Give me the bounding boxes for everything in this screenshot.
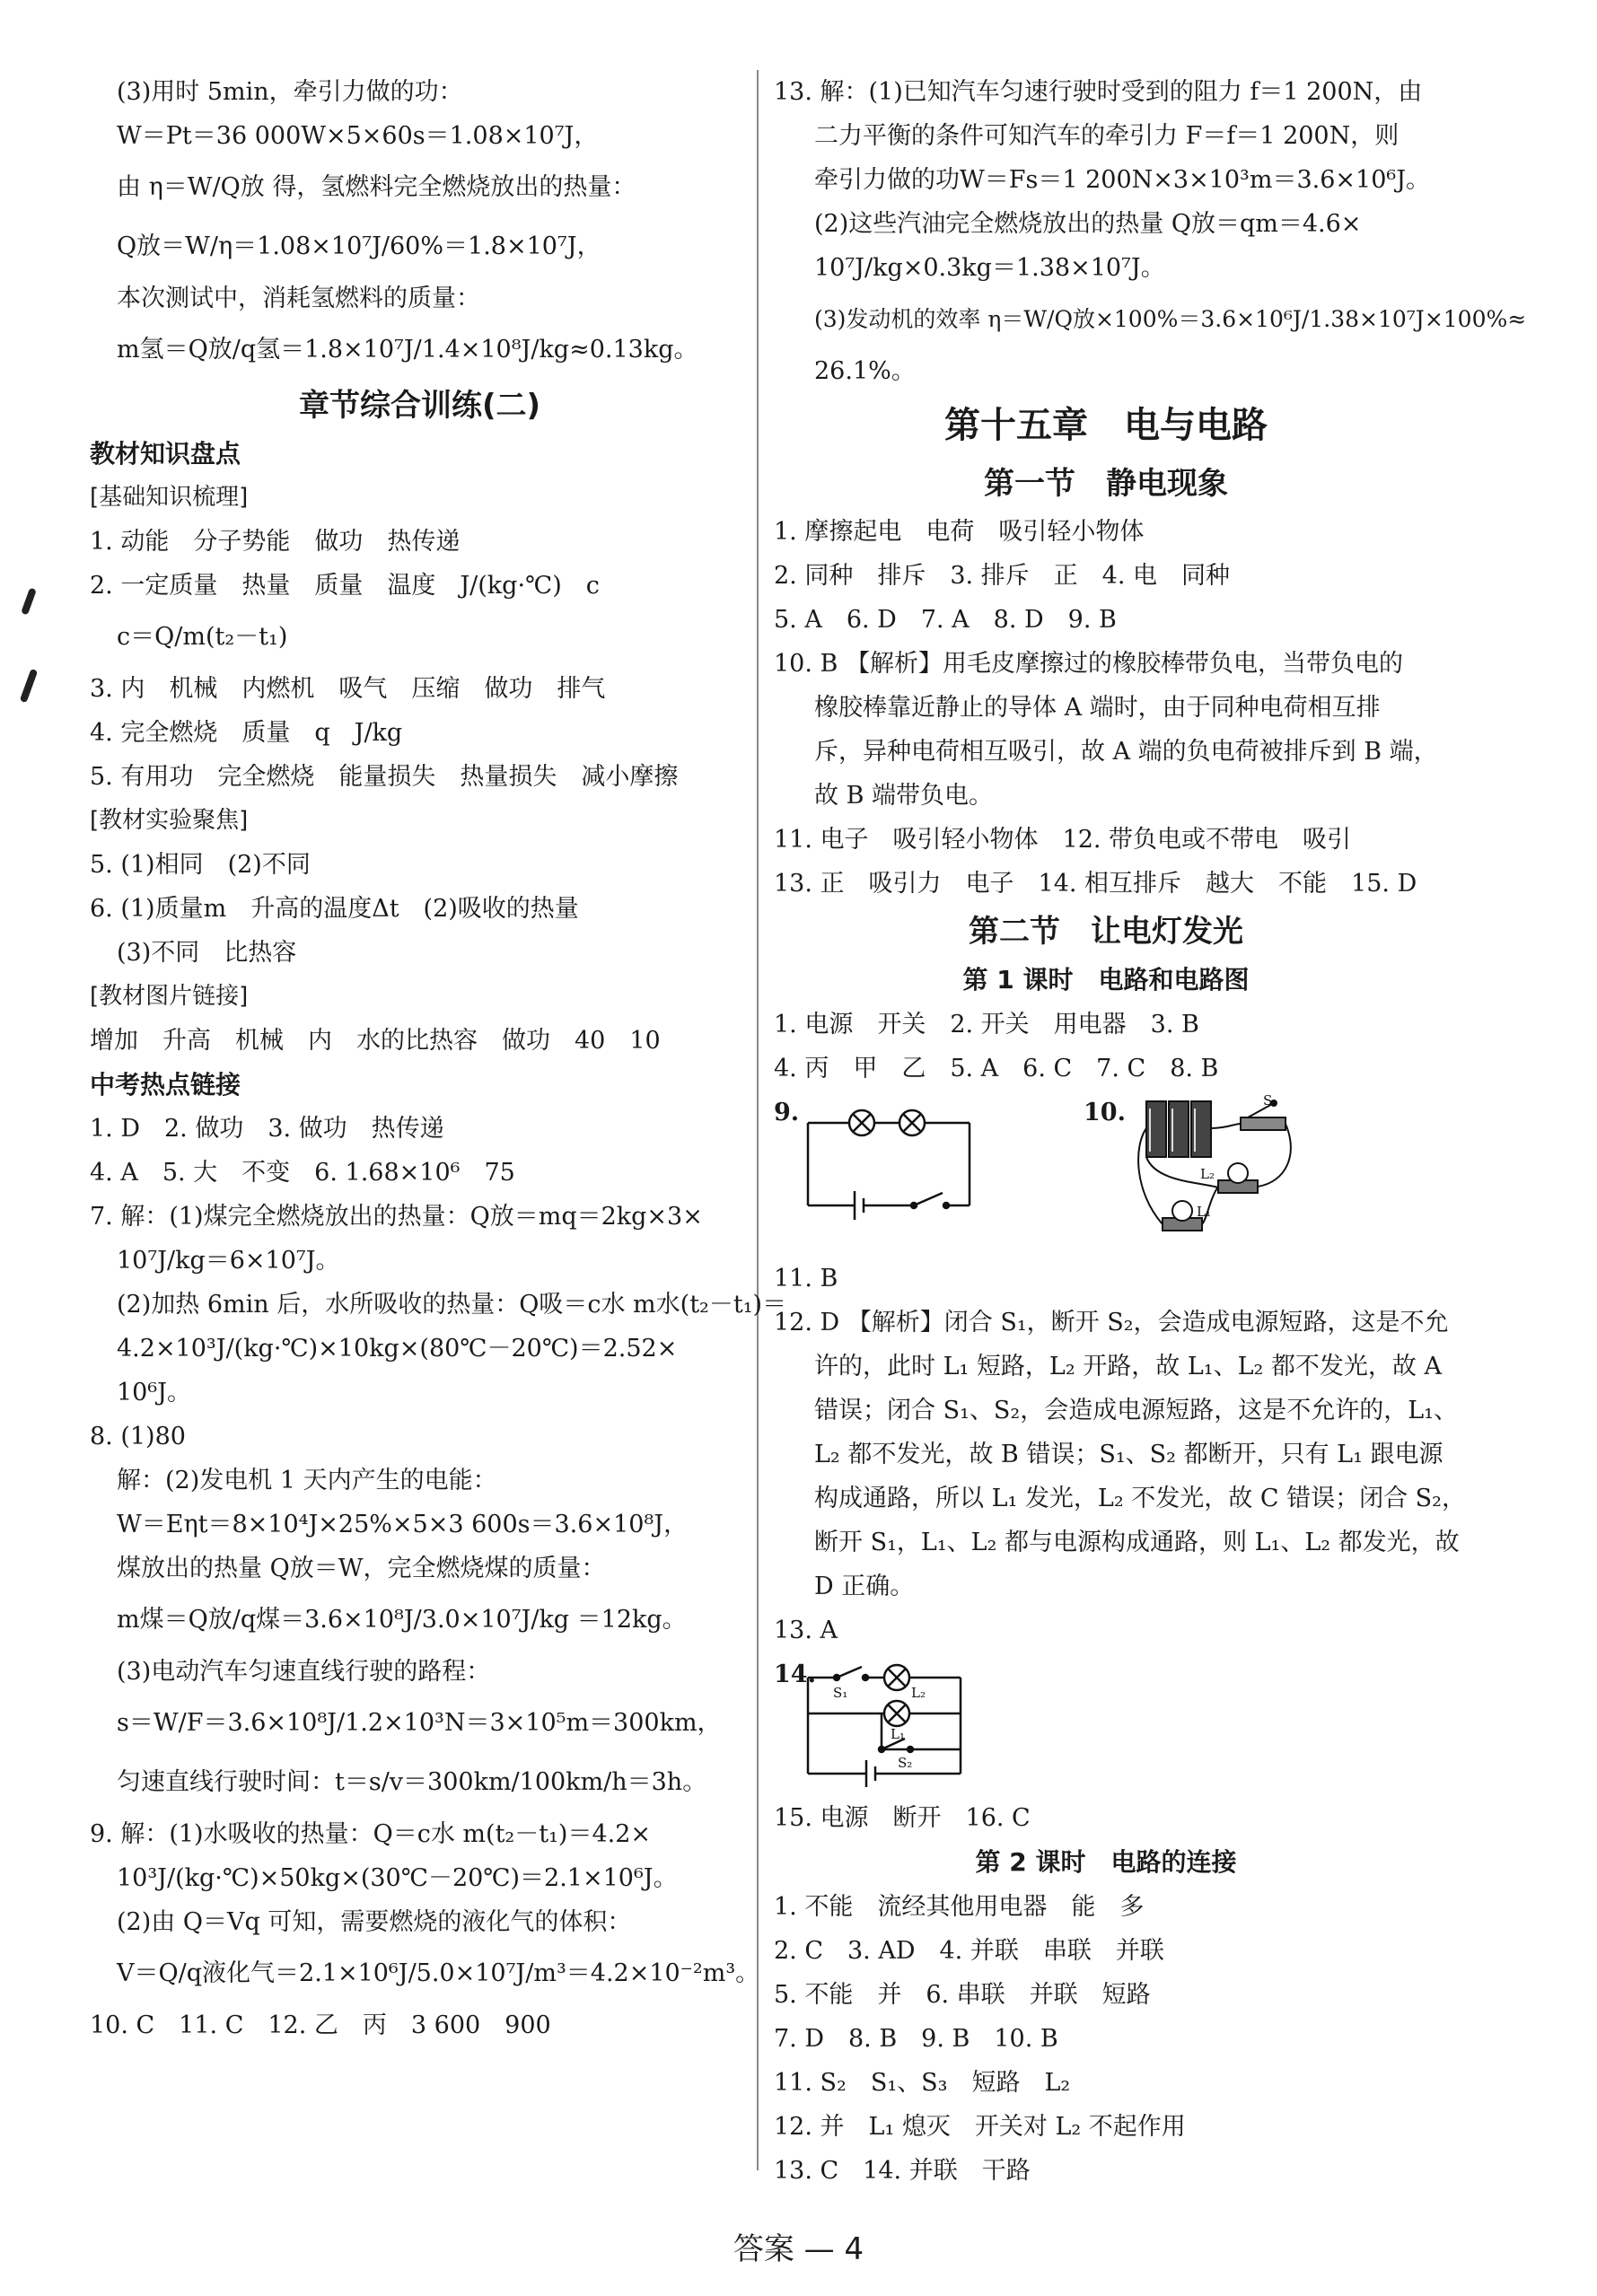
formula-line: Q放＝W/η＝1.08×10⁷J/60%＝1.8×10⁷J， [117,232,601,260]
answer-line: 10. B 【解析】用毛皮摩擦过的橡胶棒带负电，当带负电的 [774,650,1403,678]
circuit-diagram-14 [799,1661,970,1787]
text-line: 10³J/(kg·℃)×50kg×(30℃－20℃)＝2.1×10⁶J。 [117,1864,678,1892]
formula-line: s＝W/F＝3.6×10⁸J/1.2×10³N＝3×10⁵m＝300km， [117,1709,722,1737]
text-line: 解：(2)发电机 1 天内产生的电能： [117,1467,497,1494]
answer-line: 11. S₂ S₁、S₃ 短路 L₂ [774,2069,1071,2097]
answer-line: 9. 解：(1)水吸收的热量：Q＝c水 m(t₂－t₁)＝4.2× [90,1820,652,1848]
text-line: 10⁷J/kg＝6×10⁷J。 [117,1247,340,1275]
lamp-label: L₁ [1197,1204,1211,1220]
question-number: 14. [774,1661,816,1688]
text-line: (2)由 Q＝Vq 可知，需要燃烧的液化气的体积： [117,1908,632,1936]
right-column [774,70,1527,2193]
answer-line: 7. 解：(1)煤完全燃烧放出的热量：Q放＝mq＝2kg×3× [90,1203,703,1231]
answer-line: 5. (1)相同 (2)不同 [90,851,311,879]
text-line: 4.2×10³J/(kg·℃)×10kg×(80℃－20℃)＝2.52× [117,1335,678,1363]
page-footer: 答案 — 4 [733,2231,864,2267]
column-divider [757,70,759,2170]
text-line: 斥，异种电荷相互吸引，故 A 端的负电荷被排斥到 B 端， [814,738,1438,766]
answer-line: 1. D 2. 做功 3. 做功 热传递 [90,1115,444,1143]
answer-line: 2. 同种 排斥 3. 排斥 正 4. 电 同种 [774,562,1231,590]
answer-line: 12. 并 L₁ 熄灭 开关对 L₂ 不起作用 [774,2113,1186,2141]
answer-line: 13. 解：(1)已知汽车匀速行驶时受到的阻力 f＝1 200N，由 [774,78,1423,106]
switch-label: S [1263,1092,1273,1109]
answer-line: 12. D 【解析】闭合 S₁，断开 S₂，会造成电源短路，这是不允 [774,1309,1449,1336]
section-title: 第二节 让电灯发光 [969,914,1243,950]
formula-line: 由 η＝W/Q放 得，氢燃料完全燃烧放出的热量： [117,173,636,201]
answer-line: 增加 升高 机械 内 水的比热容 做功 40 10 [90,1027,661,1055]
formula-line: m氢＝Q放/q氢＝1.8×10⁷J/1.4×10⁸J/kg≈0.13kg。 [117,336,698,364]
text-line: (3)电动汽车匀速直线行驶的路程： [117,1658,491,1686]
circuit-diagram-10 [1128,1092,1299,1249]
text-line: 本次测试中，消耗氢燃料的质量： [117,285,480,312]
answer-line: 5. A 6. D 7. A 8. D 9. B [774,606,1117,634]
answer-line: 5. 不能 并 6. 串联 并联 短路 [774,1981,1151,2009]
answer-line: 1. 不能 流经其他用电器 能 多 [774,1893,1145,1921]
text-line: L₂ 都不发光，故 B 错误；S₁、S₂ 都断开，只有 L₁ 跟电源 [814,1441,1443,1468]
answer-line: 15. 电源 断开 16. C [774,1804,1031,1832]
switch-label: S₁ [833,1685,848,1701]
bracket-heading: [教材图片链接] [90,983,249,1010]
chapter-title: 第十五章 电与电路 [944,405,1268,446]
formula-line: m煤＝Q放/q煤＝3.6×10⁸J/3.0×10⁷J/kg ＝12kg。 [117,1606,687,1634]
section-title: 章节综合训练(二) [298,388,541,424]
text-line: 错误；闭合 S₁、S₂，会造成电源短路，这是不允许的，L₁、 [814,1397,1458,1424]
left-column [90,70,787,2047]
text-line: 橡胶棒靠近静止的导体 A 端时，由于同种电荷相互排 [814,694,1381,722]
margin-mark [21,588,37,616]
text-line: 牵引力做的功W＝Fs＝1 200N×3×10³m＝3.6×10⁶J。 [814,166,1431,194]
section-title: 第一节 静电现象 [984,466,1228,502]
text-line: W＝Eηt＝8×10⁴J×25%×5×3 600s＝3.6×10⁸J， [117,1511,689,1538]
formula-line: 匀速直线行驶时间：t＝s/v＝300km/100km/h＝3h。 [117,1768,707,1796]
bracket-heading: [教材实验聚焦] [90,807,249,834]
margin-mark [20,669,39,703]
text-line: 故 B 端带负电。 [814,782,994,810]
formula-line: c＝Q/m(t₂－t₁) [117,623,288,651]
lamp-label: L₁ [891,1726,905,1742]
answer-line: 5. 有用功 完全燃烧 能量损失 热量损失 减小摩擦 [90,763,679,791]
answer-line: 1. 电源 开关 2. 开关 用电器 3. B [774,1011,1199,1038]
subheading: 教材知识盘点 [90,439,241,469]
text-line: 许的，此时 L₁ 短路，L₂ 开路，故 L₁、L₂ 都不发光，故 A [814,1353,1443,1380]
answer-line: 1. 摩擦起电 电荷 吸引轻小物体 [774,518,1145,546]
answer-line: 10. C 11. C 12. 乙 丙 3 600 900 [90,2011,551,2039]
text-line: 煤放出的热量 Q放＝W，完全燃烧煤的质量： [117,1555,606,1582]
text-line: 构成通路，所以 L₁ 发光，L₂ 不发光，故 C 错误；闭合 S₂， [814,1485,1466,1512]
answer-line: 4. 完全燃烧 质量 q J/kg [90,719,403,747]
answer-line: 13. A [774,1617,838,1644]
answer-line: 4. A 5. 大 不变 6. 1.68×10⁶ 75 [90,1159,515,1187]
question-number: 9. [774,1099,800,1126]
answer-line: 2. C 3. AD 4. 并联 串联 并联 [774,1937,1164,1965]
answer-line: 13. C 14. 并联 干路 [774,2157,1031,2185]
question-number: 10. [1084,1099,1126,1126]
answer-line: 2. 一定质量 热量 质量 温度 J/(kg·℃) c [90,572,600,600]
text-line: 二力平衡的条件可知汽车的牵引力 F＝f＝1 200N，则 [814,122,1400,150]
bracket-heading: [基础知识梳理] [90,484,249,511]
circuit-diagram-9 [799,1107,978,1223]
text-line: (3)用时 5min，牵引力做的功： [117,78,463,106]
answer-line: 3. 内 机械 内燃机 吸气 压缩 做功 排气 [90,675,606,703]
text-line: 断开 S₁，L₁、L₂ 都与电源构成通路，则 L₁、L₂ 都发光，故 [814,1529,1460,1556]
answer-line: 13. 正 吸引力 电子 14. 相互排斥 越大 不能 15. D [774,870,1417,898]
lamp-label: L₂ [911,1685,926,1701]
circuit-diagram-row-14 [774,1652,1438,1796]
lamp-label: L₂ [1200,1166,1215,1182]
answer-line: 1. 动能 分子势能 做功 热传递 [90,528,461,556]
text-line: (2)这些汽油完全燃烧放出的热量 Q放＝qm＝4.6× [814,210,1362,238]
answer-line: 7. D 8. B 9. B 10. B [774,2025,1058,2053]
subheading: 中考热点链接 [90,1070,241,1100]
lesson-title: 第 1 课时 电路和电路图 [962,965,1250,995]
formula-line: (3)发动机的效率 η＝W/Q放×100%＝3.6×10⁶J/1.38×10⁷J×100%≈ [814,306,1527,332]
formula-line: V＝Q/q液化气＝2.1×10⁶J/5.0×10⁷J/m³＝4.2×10⁻²m³。 [117,1959,760,1987]
text-line: 10⁷J/kg×0.3kg＝1.38×10⁷J。 [814,254,1165,282]
text-line: 26.1%。 [814,357,916,385]
text-line: 10⁶J。 [117,1379,192,1407]
answer-line: 6. (1)质量m 升高的温度Δt (2)吸收的热量 [90,895,579,923]
answer-line: 11. 电子 吸引轻小物体 12. 带负电或不带电 吸引 [774,826,1352,854]
answer-line: 11. B [774,1265,838,1293]
text-line: W＝Pt＝36 000W×5×60s＝1.08×10⁷J， [117,122,599,150]
lesson-title: 第 2 课时 电路的连接 [975,1847,1237,1877]
text-line: (2)加热 6min 后，水所吸收的热量：Q吸＝c水 m水(t₂－t₁)＝ [117,1291,787,1319]
answer-line: 8. (1)80 [90,1423,186,1450]
answer-line: (3)不同 比热容 [117,939,297,967]
text-line: D 正确。 [814,1573,915,1600]
circuit-diagrams-row [774,1091,1438,1257]
switch-label: S₂ [898,1755,913,1771]
answer-line: 4. 丙 甲 乙 5. A 6. C 7. C 8. B [774,1055,1219,1082]
